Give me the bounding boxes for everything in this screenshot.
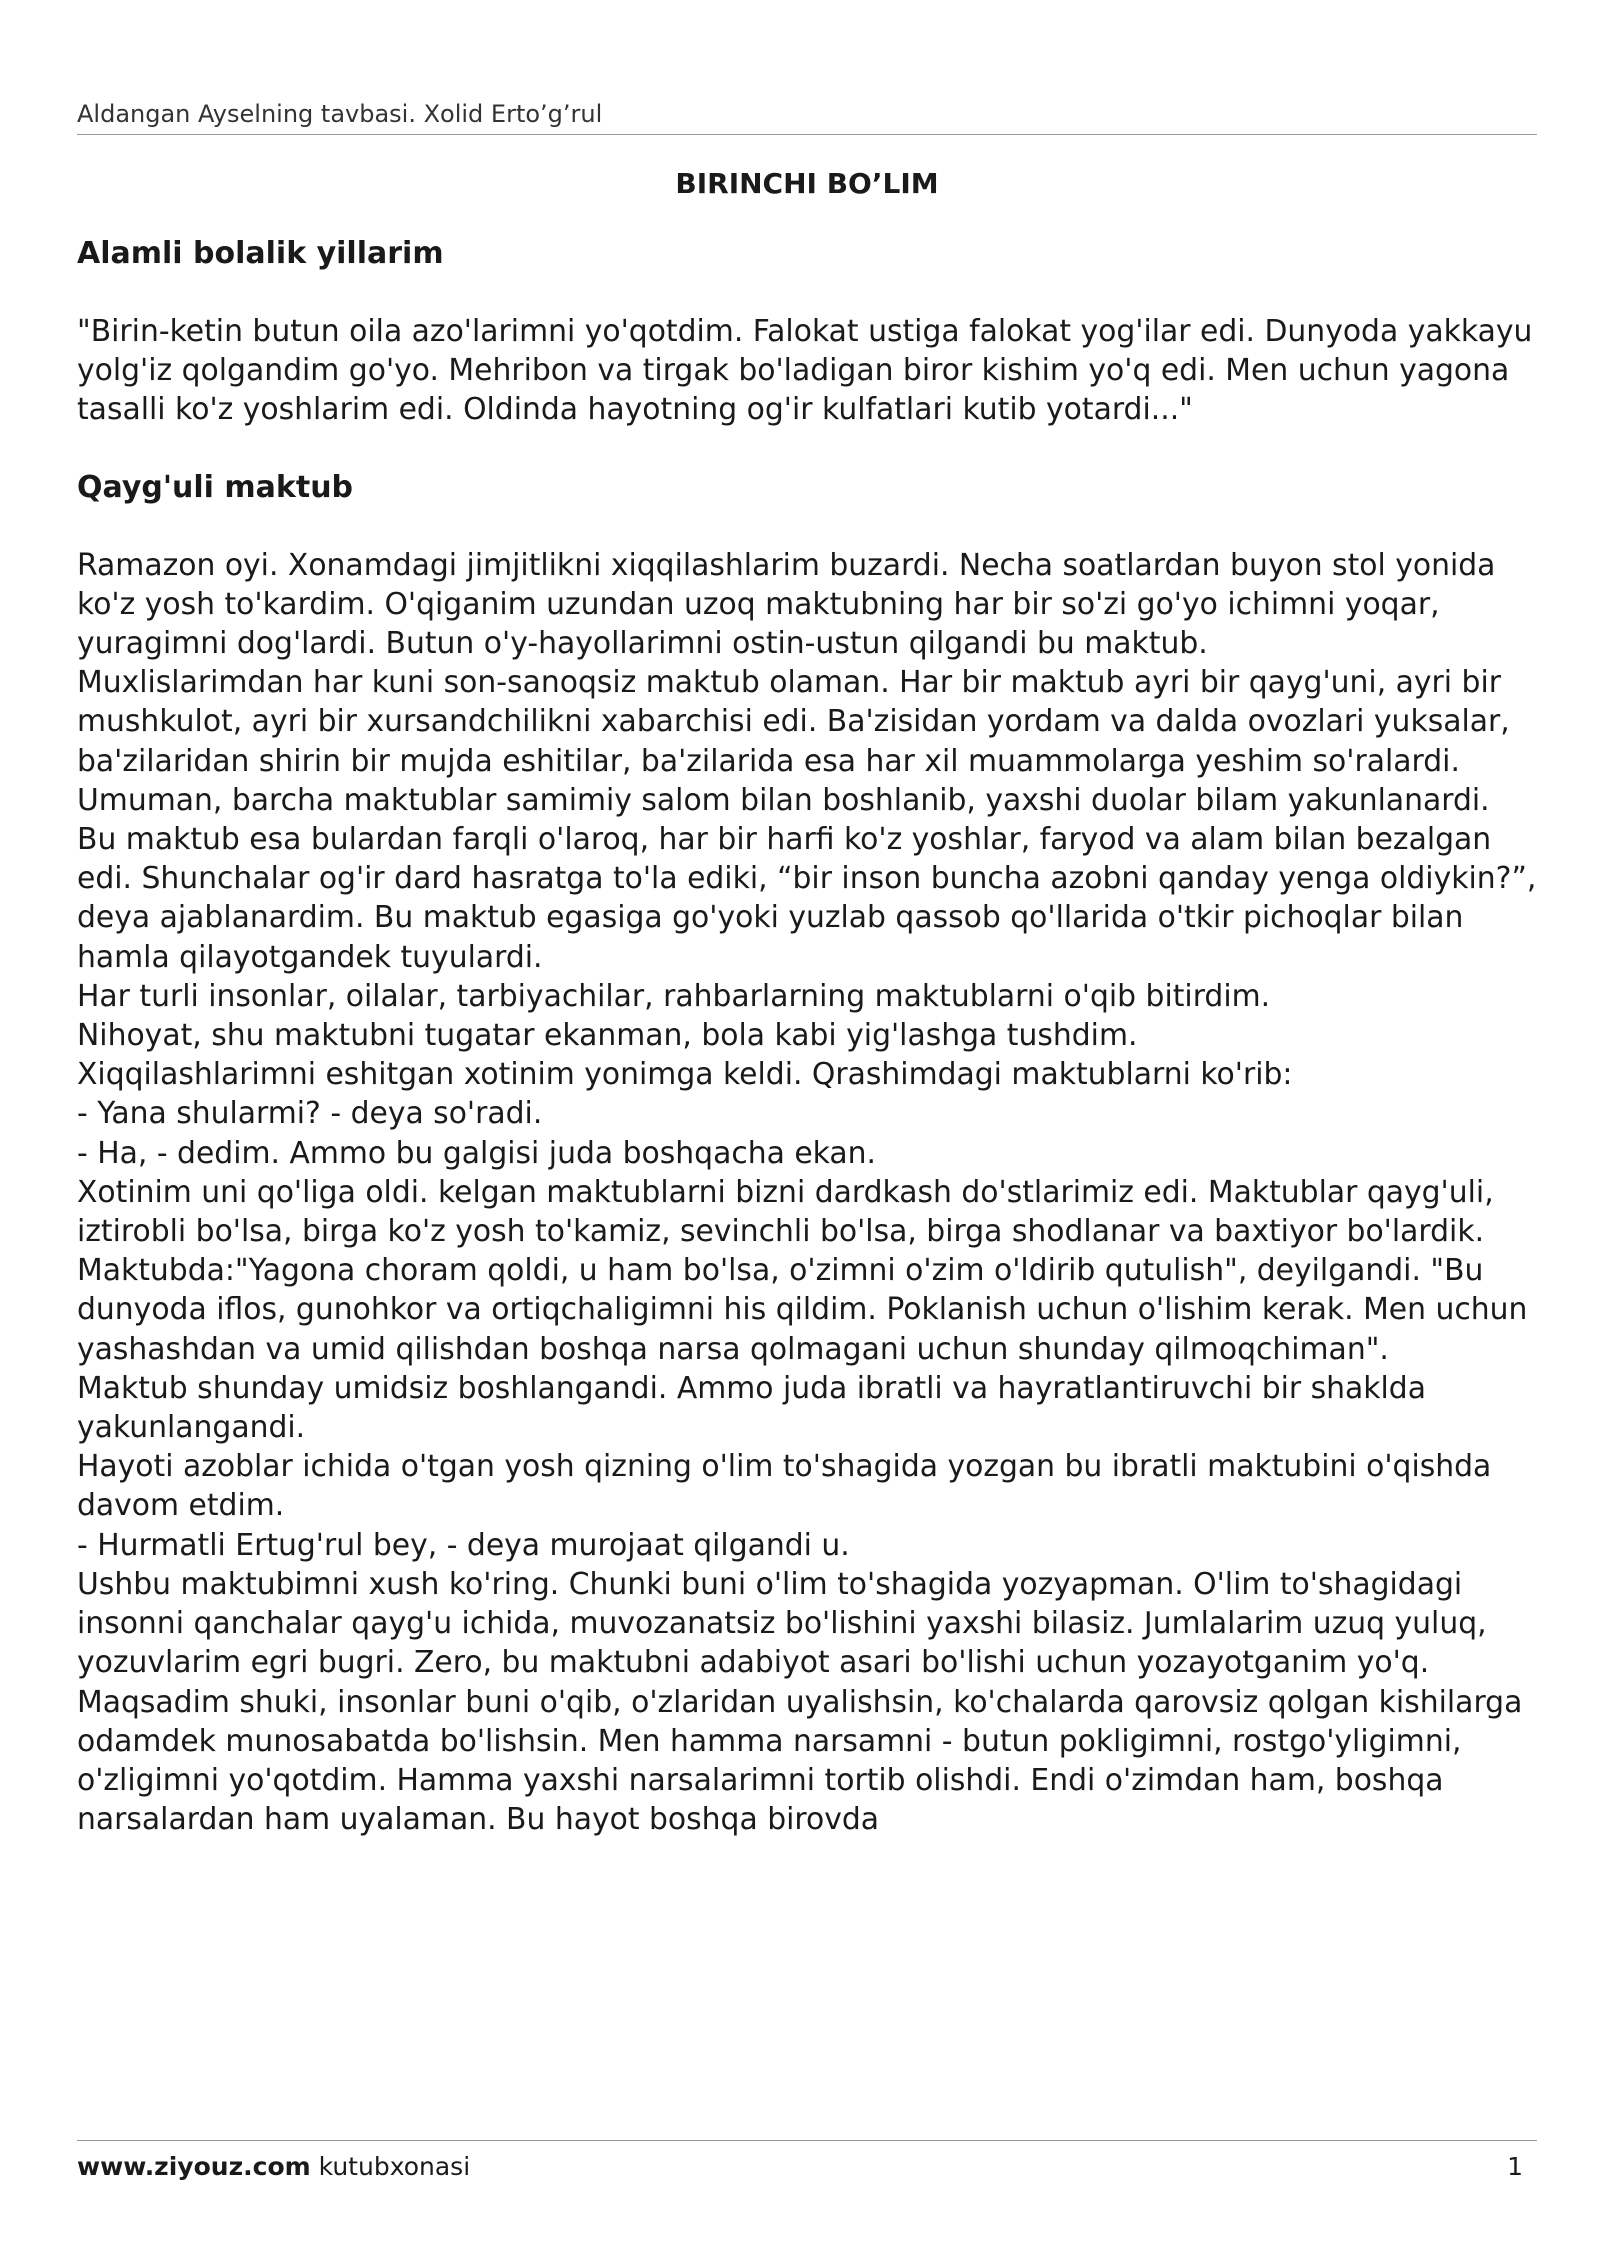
page-footer [77,2150,1537,2184]
document-page [77,0,1537,2263]
dialogue-line: - Hurmatli Ertug'rul bey, - deya murojaat qilgandi u. [77,1527,850,1563]
paragraph: Nihoyat, shu maktubni tugatar ekanman, bola kabi yig'lashga tushdim. [77,1018,1138,1054]
paragraph: Ushbu maktubimni xush ko'ring. Chunki buni o'lim to'shagida yozyapman. O'lim to'shagidagi insonni qanchalar qayg'u ichida, muvozanatsiz bo'lishini yaxshi bilasiz. Jumlalarim uzuq yuluq, yozuvlarim egri bugri. Zero, bu maktubni adabiyot asari bo'lishi uchun yozayotganim yo'q. [77,1566,1487,1681]
paragraph: Maqsadim shuki, insonlar buni o'qib, o'zlaridan uyalishsin, ko'chalarda qarovsiz qolgan kishilarga odamdek munosabatda bo'lishsin. Men hamma narsamni - butun pokligimni, rostgo'yligimni, o'zligimni yo'qotdim. Hamma yaxshi narsalarimni tortib olishdi. Endi o'zimdan ham, boshqa narsalardan ham uyalaman. Bu hayot boshqa birovda [77,1684,1523,1838]
epigraph-quote: "Birin-ketin butun oila azo'larimni yo'qotdim. Falokat ustiga falokat yog'ilar edi. Dunyoda yakkayu yolg'iz qolgandim go'yo. Mehribon va tirgak bo'ladigan biror kishim yo'q edi. Men uchun yagona tasalli ko'z yoshlarim edi. Oldinda hayotning og'ir kulfatlari kutib yotardi..." [77,314,1533,428]
paragraph: Maktub shunday umidsiz boshlangandi. Ammo juda ibratli va hayratlantiruvchi bir shaklda yakunlangandi. [77,1370,1426,1446]
dialogue-line: - Ha, - dedim. Ammo bu galgisi juda boshqacha ekan. [77,1135,877,1171]
body-text [77,234,1537,1839]
footer-label: kutubxonasi [318,2152,471,2181]
section-heading: Alamli bolalik yillarim [77,236,444,271]
paragraph: Maktubda:"Yagona choram qoldi, u ham bo'lsa, o'zimni o'zim o'ldirib qutulish", deyilgandi. "Bu dunyoda iflos, gunohkor va ortiqchaligimni his qildim. Poklanish uchun o'lishim kerak. Men uchun yashashdan va umid qilishdan boshqa narsa qolmagani uchun shunday qilmoqchiman". [77,1253,1528,1367]
paragraph: Muxlislarimdan har kuni son-sanoqsiz maktub olaman. Har bir maktub ayri bir qayg'uni, ayri bir mushkulot, ayri bir xursandchilikni xabarchisi edi. Ba'zisidan yordam va dalda ovozlari yuksalar, ba'zilaridan shirin bir mujda eshitilar, ba'zilarida esa har xil muammolarga yeshim so'ralardi. Umuman, barcha maktublar samimiy salom bilan boshlanib, yaxshi duolar bilam yakunlanardi. [77,665,1510,818]
header-divider [77,134,1537,135]
paragraph: Xiqqilashlarimni eshitgan xotinim yonimga keldi. Qrashimdagi maktublarni ko'rib: [77,1057,1293,1093]
footer-divider [77,2140,1537,2141]
paragraph: Xotinim uni qo'liga oldi. kelgan maktublarni bizni dardkash do'stlarimiz edi. Maktublar qayg'uli, iztirobli bo'lsa, birga ko'z yosh to'kamiz, sevinchli bo'lsa, birga shodlanar va baxtiyor bo'lardik. [77,1174,1494,1250]
paragraph: Har turli insonlar, oilalar, tarbiyachilar, rahbarlarning maktublarni o'qib bitirdim. [77,978,1271,1014]
part-title: BIRINCHI BO’LIM [675,167,939,200]
paragraph: Hayoti azoblar ichida o'tgan yosh qizning o'lim to'shagida yozgan bu ibratli maktubini o'qishda davom etdim. [77,1449,1492,1524]
dialogue-line: - Yana shularmi? - deya so'radi. [77,1096,543,1132]
paragraph: Bu maktub esa bulardan farqli o'laroq, har bir harfi ko'z yoshlar, faryod va alam bilan bezalgan edi. Shunchalar og'ir dard hasratga to'la ediki, “bir inson buncha azobni qanday yenga oldiykin?”, deya ajablanardim. Bu maktub egasiga go'yoki yuzlab qassob qo'llarida o'tkir pichoqlar bilan hamla qilayotgandek tuyulardi. [77,822,1537,975]
footer-site-link[interactable]: www.ziyouz.com [77,2152,311,2181]
paragraph: Ramazon oyi. Xonamdagi jimjitlikni xiqqilashlarim buzardi. Necha soatlardan buyon stol yonida ko'z yosh to'kardim. O'qiganim uzundan uzoq maktubning har bir so'zi go'yo ichimni yoqar, yuragimni dog'lardi. Butun o'y-hayollarimni ostin-ustun qilgandi bu maktub. [77,547,1496,662]
running-header: Aldangan Ayselning tavbasi. Xolid Erto’g’rul [77,100,603,128]
page-number: 1 [1507,2152,1523,2181]
section-heading: Qayg'uli maktub [77,469,354,505]
